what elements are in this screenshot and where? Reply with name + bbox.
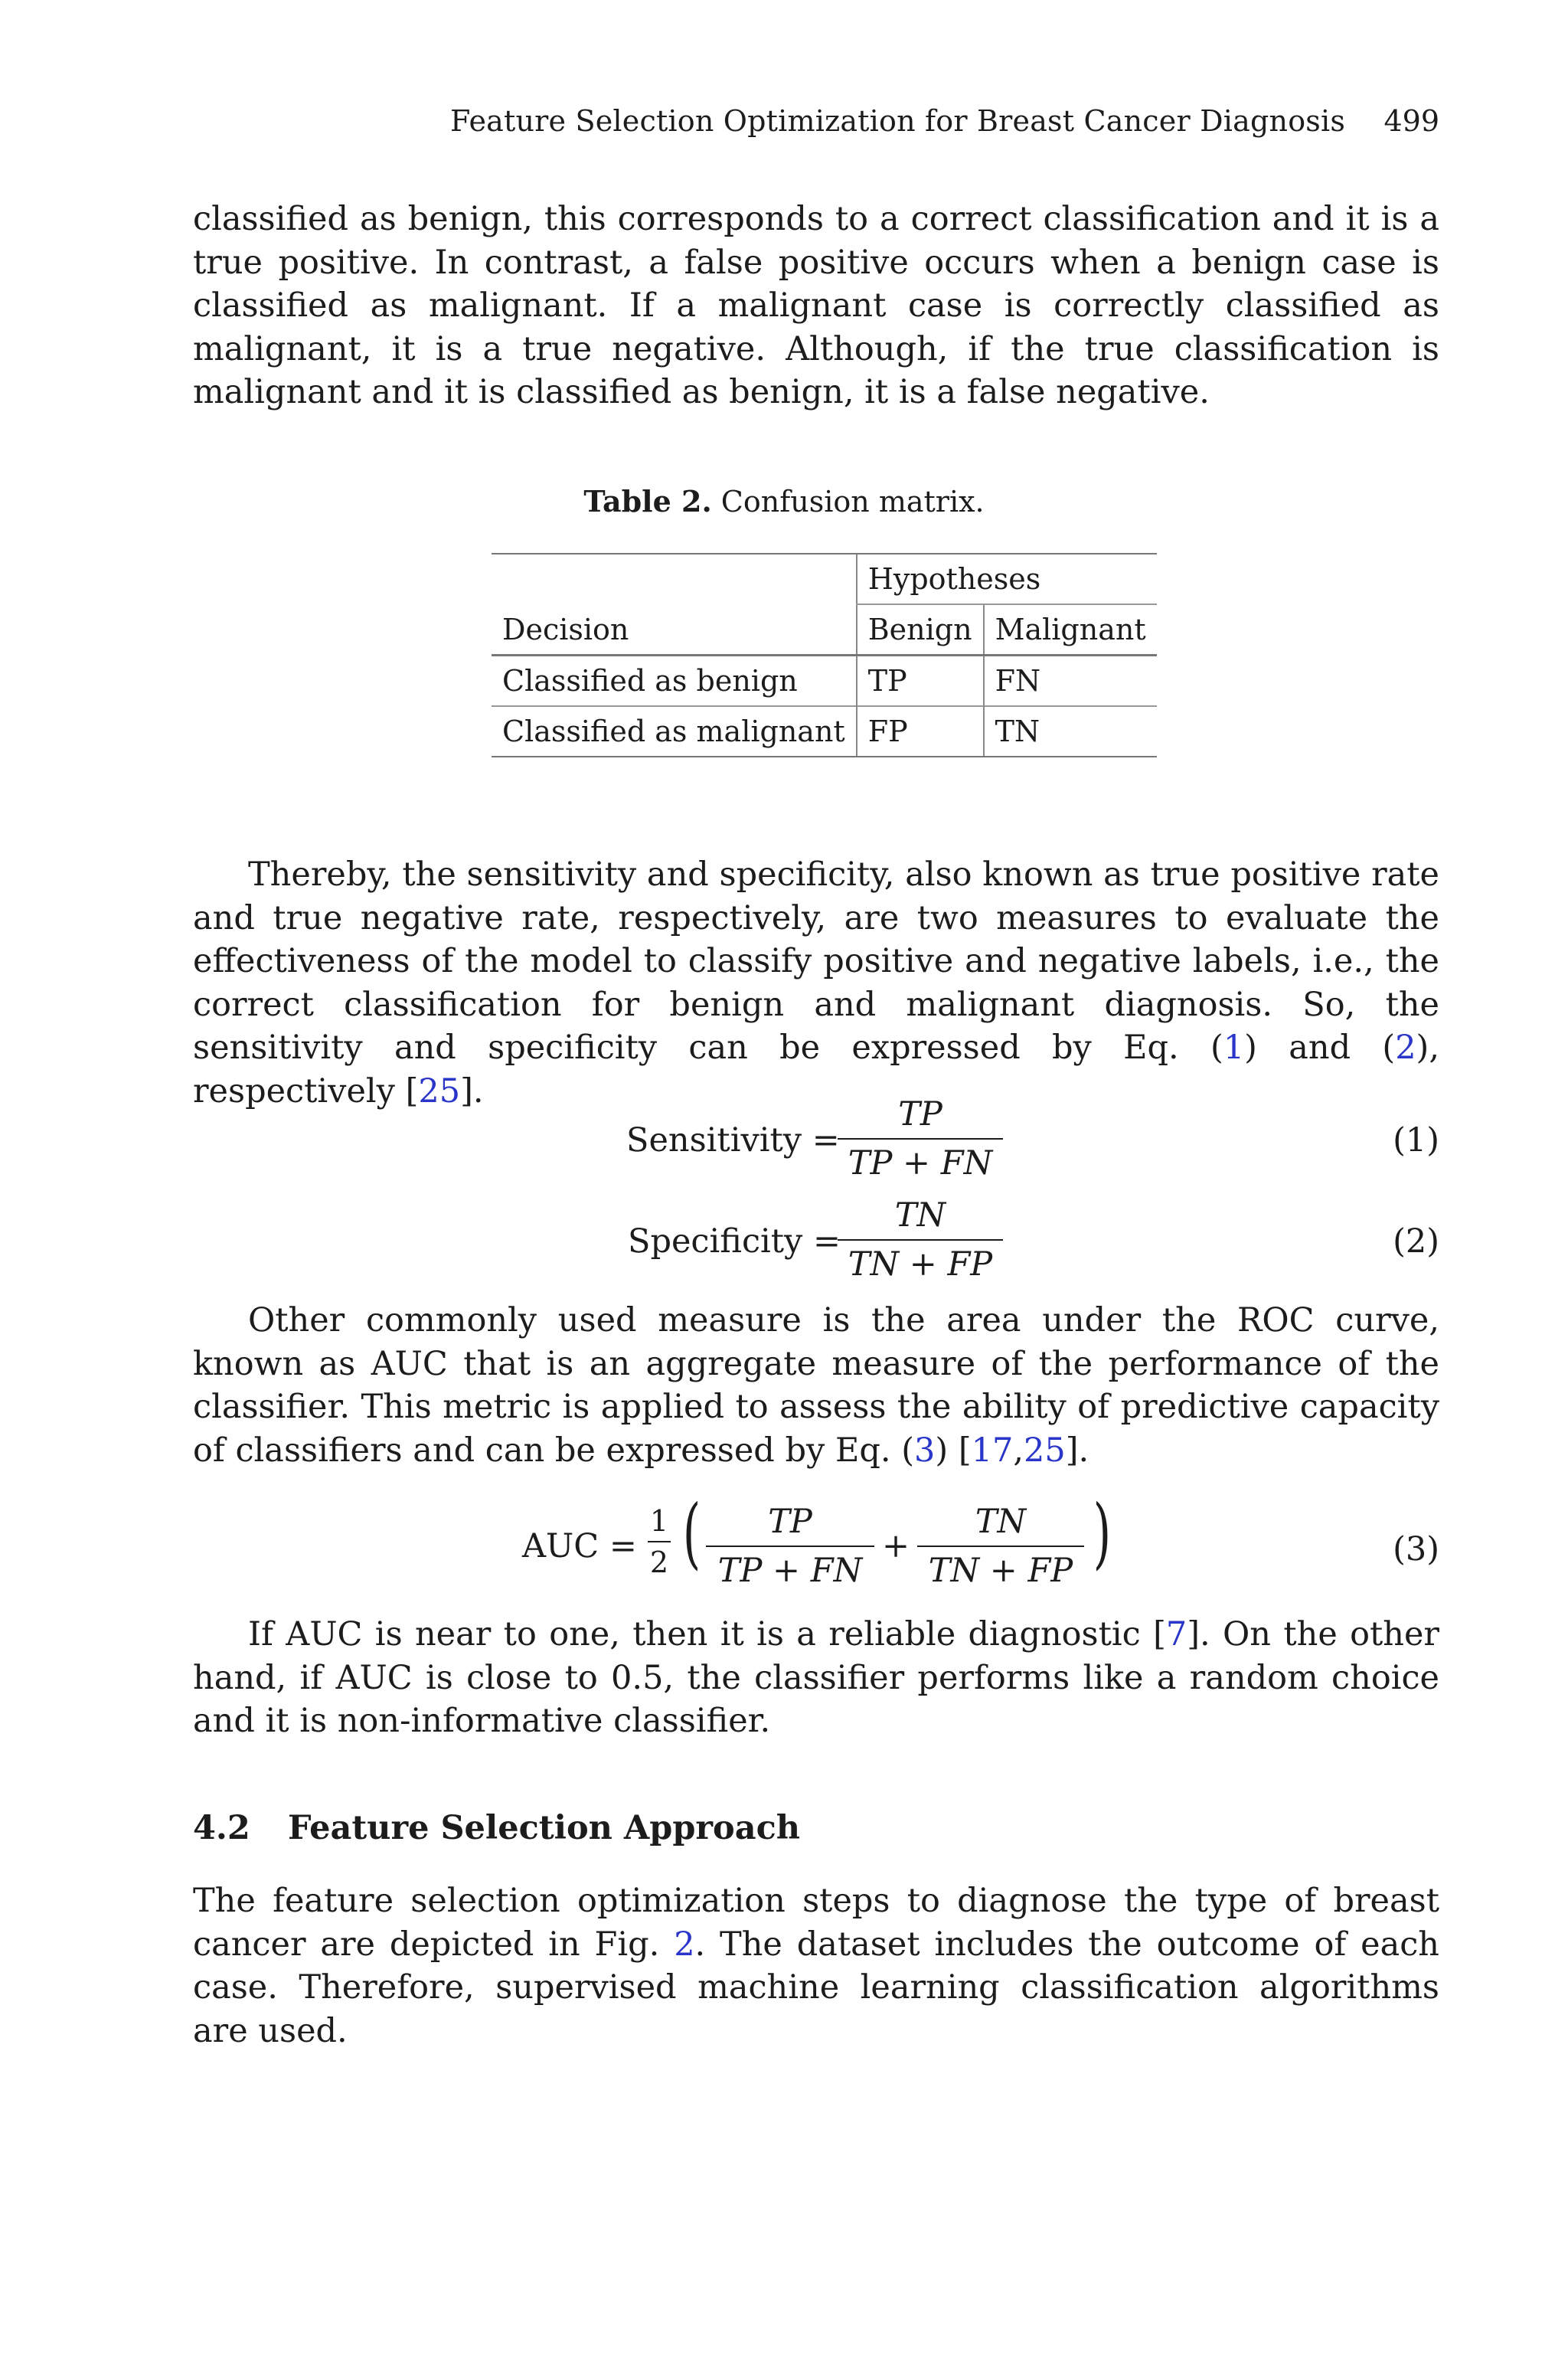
text-span: Other commonly used measure is the area under the ROC curve, known as AUC that is an aggregate measure of the performance of the classifier. This metric is applied to assess the ability of predictive capacity of classifiers and can be expressed by Eq. ( — [193, 1301, 1439, 1470]
equation-number: (3) — [1393, 1530, 1439, 1568]
numerator: TP — [898, 1095, 942, 1133]
fraction — [706, 1503, 874, 1590]
citation-link[interactable]: 25 — [1024, 1431, 1066, 1470]
equation-number: (1) — [1393, 1121, 1439, 1160]
text-span: . The dataset includes the outcome of each case. Therefore, supervised machine learning classification algorithms are used. — [193, 1925, 1439, 2050]
numerator: TN — [894, 1196, 946, 1235]
text-span: The feature selection optimization steps to diagnose the type of breast cancer are depicted in Fig. — [193, 1882, 1439, 1964]
row-decision: Classified as malignant — [492, 706, 857, 757]
citation-link[interactable]: 25 — [418, 1071, 461, 1110]
fraction-half — [648, 1504, 671, 1579]
benign-header: Benign — [857, 604, 984, 656]
denominator: TN + FP — [848, 1245, 993, 1284]
paragraph-sensitivity — [193, 853, 1439, 1113]
paragraph-auc-interpretation — [193, 1613, 1439, 1743]
fraction — [917, 1503, 1084, 1590]
left-paren: ( — [682, 1488, 701, 1578]
decision-header: Decision — [502, 612, 629, 646]
row-benign-value: FP — [857, 706, 984, 757]
equation-link[interactable]: 2 — [1395, 1029, 1416, 1067]
citation-link[interactable]: 7 — [1165, 1615, 1187, 1653]
figure-link[interactable]: 2 — [674, 1925, 695, 1964]
equation-link[interactable]: 3 — [914, 1431, 936, 1470]
equation-lhs: AUC = — [522, 1527, 637, 1565]
text-span: ]. — [1065, 1431, 1089, 1470]
numerator: TN — [975, 1503, 1027, 1541]
right-paren: ) — [1093, 1488, 1112, 1578]
paragraph-classification: classified as benign, this corresponds to a correct classification and it is a true positive. In contrast, a false positive occurs when a benign case is classified as malignant. If a malignant case is correctly classified as malignant, it is a true negative. Although, if the true classification is malignant and it is classified as benign, it is a false negative. — [193, 200, 1439, 411]
row-malignant-value: TN — [984, 706, 1157, 757]
citation-link[interactable]: 17 — [971, 1431, 1014, 1470]
text-span: ) and ( — [1244, 1029, 1396, 1067]
text-span: , — [1013, 1431, 1024, 1470]
table-caption-label: Table 2. — [583, 484, 712, 518]
section-number: 4.2 — [193, 1809, 250, 1847]
text-span: ) [ — [935, 1431, 972, 1470]
denominator: 2 — [649, 1546, 669, 1579]
row-decision: Classified as benign — [492, 656, 857, 707]
malignant-header: Malignant — [984, 604, 1157, 656]
numerator: 1 — [649, 1504, 669, 1538]
equation-number: (2) — [1393, 1222, 1439, 1261]
fraction — [838, 1095, 1003, 1182]
denominator: TN + FP — [928, 1552, 1073, 1590]
empty-cell — [492, 554, 857, 604]
text-span: Thereby, the sensitivity and specificity, also known as true positive rate and true negative rate, respectively, are two measures to evaluate the effectiveness of the model to classify positive and negative labels, i.e., the correct classification for benign and malignant diagnosis. So, the sensitivity and specificity can be expressed by Eq. ( — [193, 855, 1439, 1067]
table-caption-text: Confusion matrix. — [720, 485, 985, 518]
paragraph-feature-selection — [193, 1879, 1439, 2053]
paragraph-auc — [193, 1299, 1439, 1472]
numerator: TP — [768, 1503, 812, 1541]
equation-link[interactable]: 1 — [1223, 1029, 1245, 1067]
hypotheses-header: Hypotheses — [857, 554, 1157, 604]
page-number: 499 — [1383, 104, 1439, 138]
row-benign-value: TP — [857, 656, 984, 707]
equation-lhs: Sensitivity = — [626, 1121, 840, 1160]
text-span: If AUC is near to one, then it is a reliable diagnostic [ — [248, 1615, 1166, 1653]
plus-sign: + — [882, 1527, 910, 1565]
fraction — [838, 1196, 1003, 1284]
text-span: ), respectively [ — [193, 1029, 1439, 1110]
denominator: TP + FN — [717, 1552, 863, 1590]
section-title: Feature Selection Approach — [288, 1809, 801, 1847]
table-caption — [0, 484, 1568, 518]
denominator: TP + FN — [848, 1144, 993, 1182]
running-title: Feature Selection Optimization for Breast Cancer Diagnosis — [450, 104, 1346, 138]
text-span: ]. On the other hand, if AUC is close to 0.5, the classifier performs like a random choice and it is non-informative classifier. — [193, 1615, 1439, 1740]
row-malignant-value: FN — [984, 656, 1157, 707]
text-span: ]. — [460, 1071, 484, 1110]
section-heading — [193, 1809, 800, 1847]
confusion-matrix-table — [492, 553, 1157, 757]
equation-lhs: Specificity = — [628, 1222, 841, 1261]
